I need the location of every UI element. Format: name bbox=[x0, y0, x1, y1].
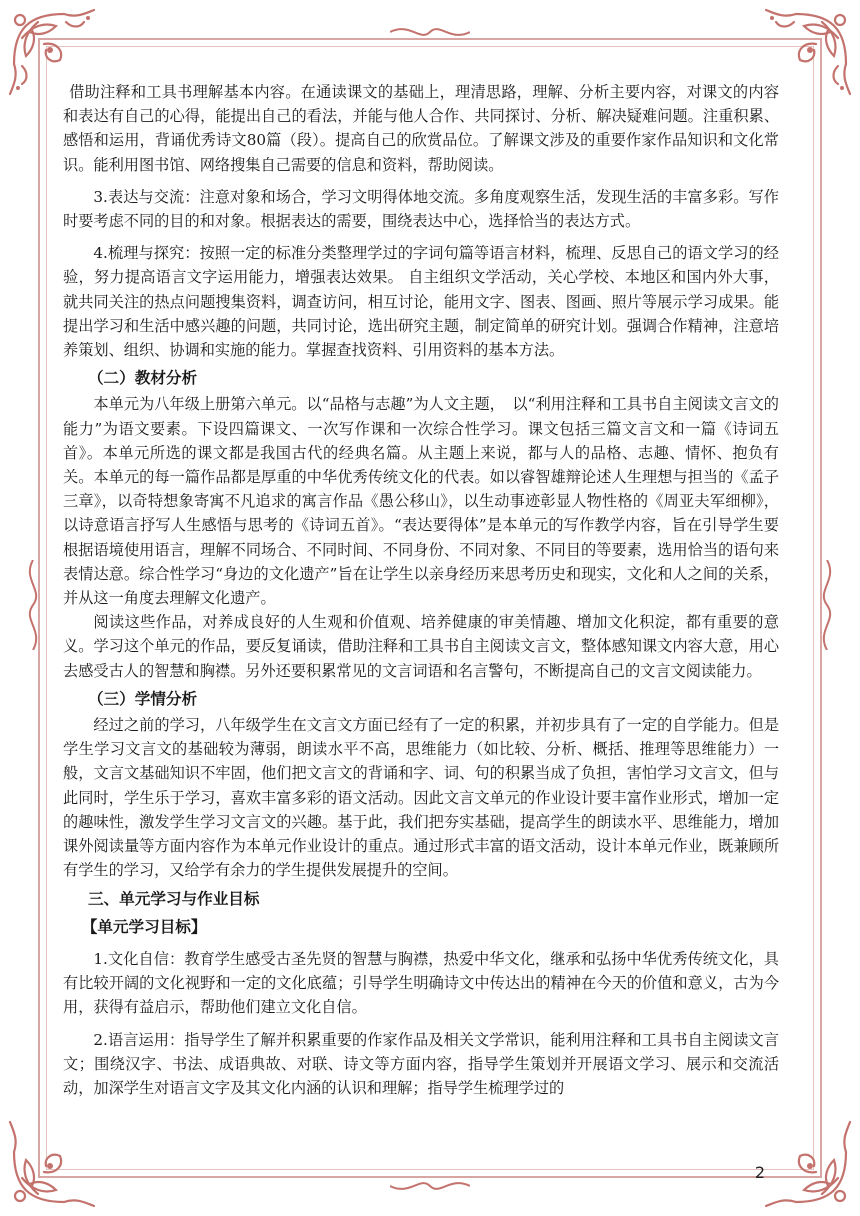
paragraph: 4.梳理与探究：按照一定的标准分类整理学过的字词句篇等语言材料，梳理、反思自己的语文学习的经验，努力提高语言文字运用能力，增强表达效果。 自主组织文学活动，关心学校、本地区和国内外大事，就共同关注的热点问题搜集资料，调查访问，相互讨论，能用文字、图表、图画、照片等展示学习成果。能提出学习和生活中感兴趣的问题，共同讨论，选出研究主题，制定简单的研究计划。强调合作精神，注意培养策划、组织、协调和实施的能力。掌握查找资料、引用资料的基本方法。 bbox=[63, 244, 779, 360]
edge-ornament-icon bbox=[20, 560, 46, 650]
paragraph: 本单元为八年级上册第六单元。以“品格与志趣”为人文主题， 以“利用注释和工具书自主阅读文言文的能力”为语文要素。下设四篇课文、一次写作课和一次综合性学习。课文包括三篇文言文和一篇《诗词五首》。本单元所选的课文都是我国古代的经典名篇。从主题上来说，都与人的品格、志趣、情怀、抱负有关。本单元的每一篇作品都是厚重的中华优秀传统文化的代表。如以睿智雄辩论述人生理想与担当的《孟子三章》，以奇特想象寄寓不凡追求的寓言作品《愚公移山》，以生动事迹彰显人物性格的《周亚夫军细柳》，以诗意语言抒写人生感悟与思考的《诗词五首》。“表达要得体”是本单元的写作教学内容，旨在引导学生要根据语境使用语言，理解不同场合、不同时间、不同身份、不同对象、不同目的等要素，选用恰当的语句来表情达意。综合性学习“身边的文化遗产”旨在让学生以亲身经历来思考历史和现实，文化和人之间的关系，并从这一角度去理解文化遗产。 bbox=[63, 395, 779, 608]
subsection-heading: 【单元学习目标】 bbox=[81, 917, 207, 936]
corner-ornament-icon bbox=[4, 1102, 114, 1212]
edge-ornament-icon bbox=[390, 1174, 470, 1198]
paragraph: 经过之前的学习，八年级学生在文言文方面已经有了一定的积累，并初步具有了一定的自学能力。但是学生学习文言文的基础较为薄弱，朗读水平不高，思维能力（如比较、分析、概括、推理等思维能力）一般，文言文基础知识不牢固，他们把文言文的背诵和字、词、句的积累当成了负担，害怕学习文言文，但与此同时，学生乐于学习，喜欢丰富多彩的语文活动。因此文言文单元的作业设计要丰富作业形式，增加一定的趣味性，激发学生学习文言文的兴趣。基于此，我们把夯实基础，提高学生的朗读水平、思维能力，增加课外阅读量等方面内容作为本单元作业设计的重点。通过形式丰富的语文活动，设计本单元作业，既兼顾所有学生的学习，又给学有余力的学生提供发展提升的空间。 bbox=[63, 716, 779, 880]
section-heading: （三）学情分析 bbox=[87, 689, 198, 708]
edge-ornament-icon bbox=[814, 560, 840, 650]
document-body bbox=[63, 80, 779, 1100]
page-number: 2 bbox=[754, 1163, 766, 1182]
section-heading: （二）教材分析 bbox=[87, 369, 198, 388]
corner-ornament-icon bbox=[746, 1102, 856, 1212]
section-heading: 三、单元学习与作业目标 bbox=[87, 889, 260, 908]
paragraph: 借助注释和工具书理解基本内容。在通读课文的基础上，理清思路，理解、分析主要内容，对课文的内容和表达有自己的心得，能提出自己的看法，并能与他人合作、共同探讨、分析、解决疑难问题。注重积累、感悟和运用，背诵优秀诗文80篇（段）。提高自己的欣赏品位。了解课文涉及的重要作家作品知识和文化常识。能利用图书馆、网络搜集自己需要的信息和资料，帮助阅读。 bbox=[63, 83, 779, 174]
edge-ornament-icon bbox=[390, 20, 470, 44]
paragraph: 1.文化自信：教育学生感受古圣先贤的智慧与胸襟，热爱中华文化，继承和弘扬中华优秀传统文化，具有比较开阔的文化视野和一定的文化底蕴；引导学生明确诗文中传达出的精神在今天的价值和意义，古为今用，获得有益启示，帮助他们建立文化自信。 bbox=[63, 949, 779, 1017]
paragraph: 阅读这些作品，对养成良好的人生观和价值观、培养健康的审美情趣、增加文化积淀，都有重要的意义。学习这个单元的作品，要反复诵读，借助注释和工具书自主阅读文言文，整体感知课文内容大意，用心去感受古人的智慧和胸襟。另外还要积累常见的文言词语和名言警句，不断提高自己的文言文阅读能力。 bbox=[63, 613, 779, 680]
paragraph: 2.语言运用：指导学生了解并积累重要的作家作品及相关文学常识，能利用注释和工具书自主阅读文言文；围绕汉字、书法、成语典故、对联、诗文等方面内容，指导学生策划并开展语文学习、展示和交流活动，加深学生对语言文字及其文化内涵的认识和理解；指导学生梳理学过的 bbox=[63, 1030, 779, 1097]
paragraph: 3.表达与交流：注意对象和场合，学习文明得体地交流。多角度观察生活，发现生活的丰富多彩。写作时要考虑不同的目的和对象。根据表达的需要，围绕表达中心，选择恰当的表达方式。 bbox=[63, 187, 779, 231]
